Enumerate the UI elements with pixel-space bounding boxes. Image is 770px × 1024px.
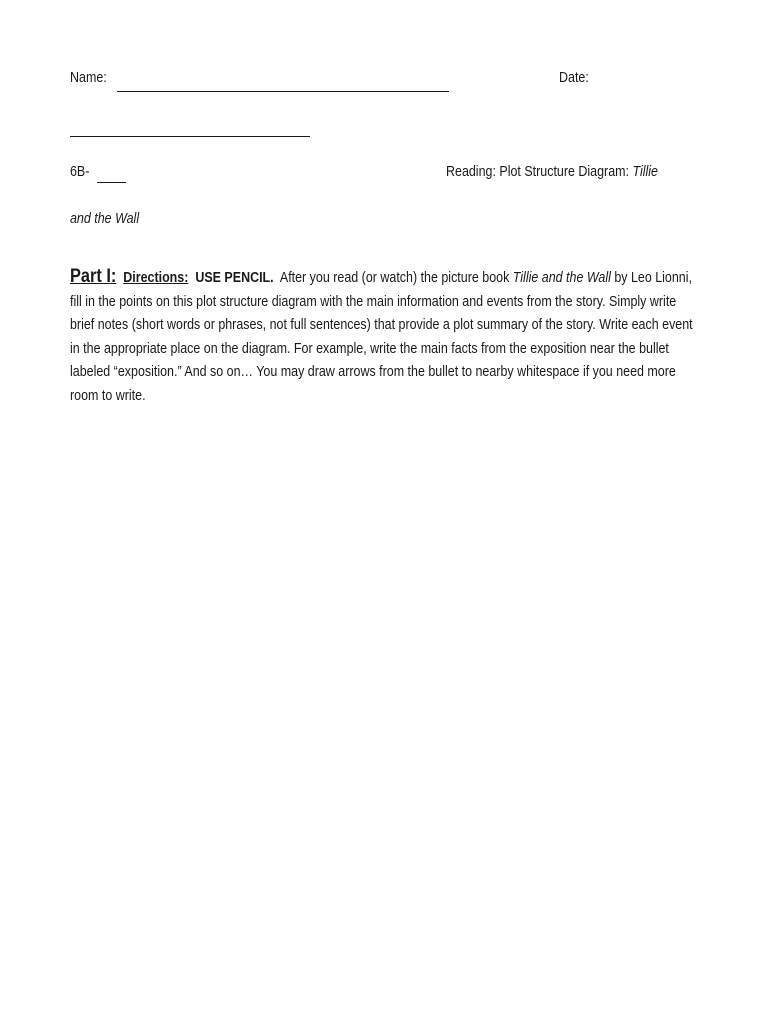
book-title-part2: and the Wall [70, 211, 140, 227]
class-blank[interactable] [97, 182, 126, 183]
directions-paragraph [70, 265, 702, 408]
reading-label: Reading: Plot Structure Diagram: [446, 164, 629, 180]
directions-book-title: Tillie and the Wall [512, 270, 611, 286]
class-label: 6B- [70, 164, 90, 180]
date-label: Date: [559, 70, 589, 86]
reading-heading [446, 164, 658, 180]
part-label: Part I: [70, 266, 117, 287]
directions-label: Directions: [123, 270, 189, 286]
directions-text-2: by Leo Lionni, fill in the points on this plot structure diagram with the main information and events from the story. Simply write brief notes (short words or phrases, not full sentences) that provide a plot summary of the story. Write each event in the appropriate place on the diagram. For example, write the main facts from the exposition near the bullet labeled “exposition.” And so on… You may draw arrows from the bullet to nearby whitespace if you need more room to write. [70, 270, 693, 404]
name-label: Name: [70, 70, 107, 86]
name-blank[interactable] [117, 91, 449, 92]
directions-text-1: After you read (or watch) the picture book [279, 270, 510, 286]
name-blank-continued[interactable] [70, 136, 310, 137]
book-title-part1: Tillie [632, 164, 658, 180]
pencil-instruction: USE PENCIL. [195, 270, 274, 286]
